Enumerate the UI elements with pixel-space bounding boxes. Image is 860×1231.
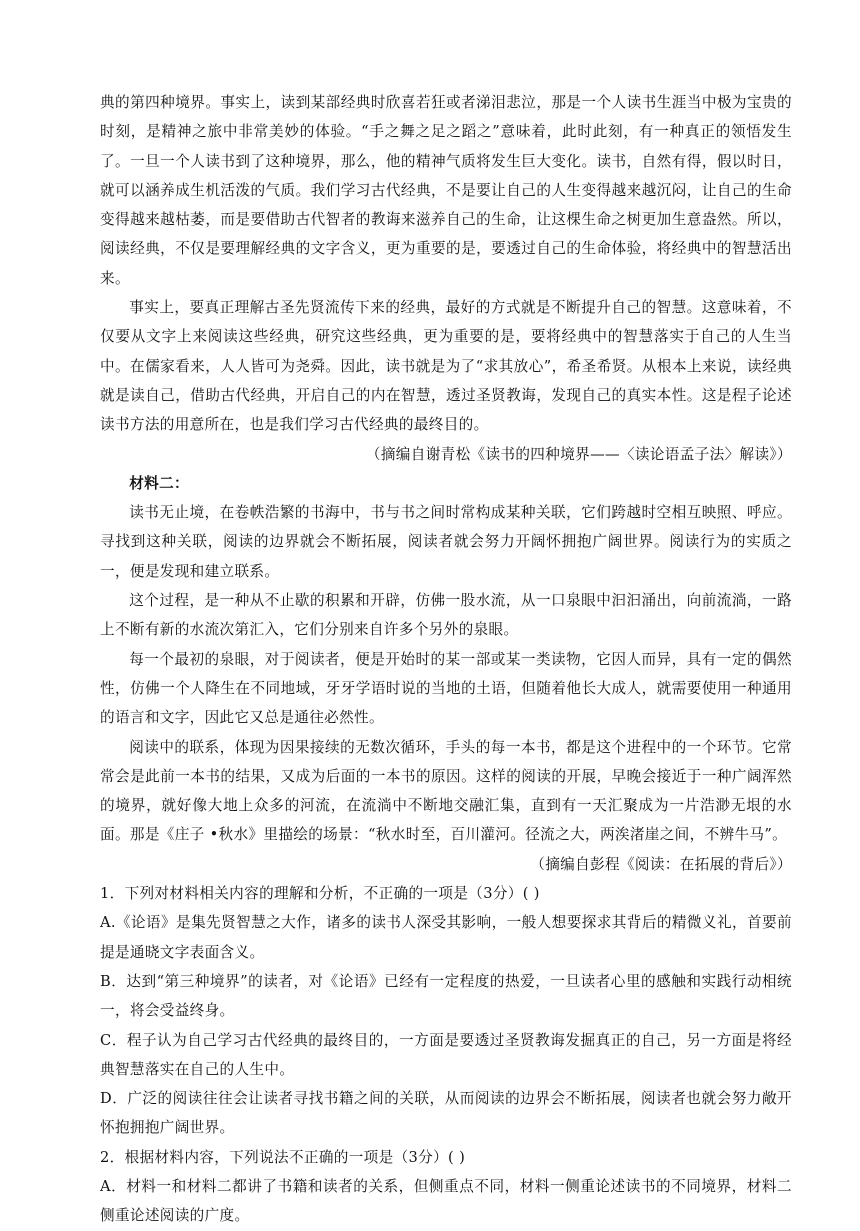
material2-source: （摘编自彭程《阅读：在拓展的背后》） [530,855,792,873]
material2-paragraph-3: 每一个最初的泉眼，对于阅读者，便是开始时的某一部或某一类读物，它因人而异，具有一定的偶然性，仿佛一个人降生在不同地域，牙牙学语时说的当地的土语，但随着他长大成人，就需要使用一种通用的语言和文字，因此它又总是通往必然性。 [100,650,792,727]
material2-heading: 材料二： [129,474,189,492]
question-1-option-d: D．广泛的阅读往往会让读者寻找书籍之间的关联，从而阅读的边界会不断拓展，阅读者也就会努力敞开怀抱拥抱广阔世界。 [100,1090,792,1137]
question-2-stem: 2．根据材料内容，下列说法不正确的一项是（3分）( ) [100,1148,466,1166]
question-1-stem: 1．下列对材料相关内容的理解和分析，不正确的一项是（3分）( ) [100,885,540,903]
document-page [100,88,792,1231]
question-1-option-c: C．程子认为自己学习古代经典的最终目的，一方面是要透过圣贤教诲发掘真正的自己，另一方面是将经典智慧落实在自己的人生中。 [100,1031,792,1078]
material2-paragraph-1: 读书无止境，在卷帙浩繁的书海中，书与书之间时常构成某种关联，它们跨越时空相互映照、呼应。寻找到这种关联，阅读的边界就会不断拓展，阅读者就会努力开阔怀拥抱广阔世界。阅读行为的实质之一，便是发现和建立联系。 [100,504,792,580]
material1-paragraph-1: 典的第四种境界。事实上，读到某部经典时欣喜若狂或者涕泪悲泣，那是一个人读书生涯当中极为宝贵的时刻，是精神之旅中非常美妙的体验。“手之舞之足之蹈之”意味着，此时此刻，有一种真正的领悟发生了。一旦一个人读书到了这种境界，那么，他的精神气质将发生巨大变化。读书，自然有得，假以时日，就可以涵养成生机活泼的气质。我们学习古代经典，不是要让自己的人生变得越来越沉闷，让自己的生命变得越来越枯萎，而是要借助古代智者的教诲来滋养自己的生命，让这棵生命之树更加生意盎然。所以，阅读经典，不仅是要理解经典的文字含义，更为重要的是，要透过自己的生命体验，将经典中的智慧活出来。 [100,94,792,287]
material1-paragraph-2: 事实上，要真正理解古圣先贤流传下来的经典，最好的方式就是不断提升自己的智慧。这意味着，不仅要从文字上来阅读这些经典，研究这些经典，更为重要的是，要将经典中的智慧落实于自己的人生当中。在儒家看来，人人皆可为尧舜。因此，读书就是为了“求其放心”，希圣希贤。从根本上来说，读经典就是读自己，借助古代经典，开启自己的内在智慧，透过圣贤教诲，发现自己的真实本性。这是程子论述读书方法的用意所在，也是我们学习古代经典的最终目的。 [100,299,792,434]
material1-source: （摘编自谢青松《读书的四种境界——〈读论语孟子法〉解读》） [365,445,792,463]
question-2-option-a: A．材料一和材料二都讲了书籍和读者的关系，但侧重点不同，材料一侧重论述读书的不同境界，材料二侧重论述阅读的广度。 [100,1177,792,1225]
question-1-option-a: A.《论语》是集先贤智慧之大作，诸多的读书人深受其影响，一般人想要探求其背后的精微义礼，首要前提是通晓文字表面含义。 [100,914,792,961]
question-1-option-b: B．达到“第三种境界”的读者，对《论语》已经有一定程度的热爱，一旦读者心里的感触和实践行动相统一，将会受益终身。 [100,972,792,1020]
material2-paragraph-4: 阅读中的联系，体现为因果接续的无数次循环，手头的每一本书，都是这个进程中的一个环节。它常常会是此前一本书的结果，又成为后面的一本书的原因。这样的阅读的开展，早晚会接近于一种广阔浑然的境界，就好像大地上众多的河流，在流淌中不断地交融汇集，直到有一天汇聚成为一片浩渺无垠的水面。那是《庄子 •秋水》里描绘的场景：“秋水时至，百川灌河。径流之大，两涘渚崖之间，不辨牛马”。 [100,738,792,844]
material2-paragraph-2: 这个过程，是一种从不止歇的积累和开辟，仿佛一股水流，从一口泉眼中汩汩涌出，向前流淌，一路上不断有新的水流次第汇入，它们分别来自许多个另外的泉眼。 [100,592,792,639]
